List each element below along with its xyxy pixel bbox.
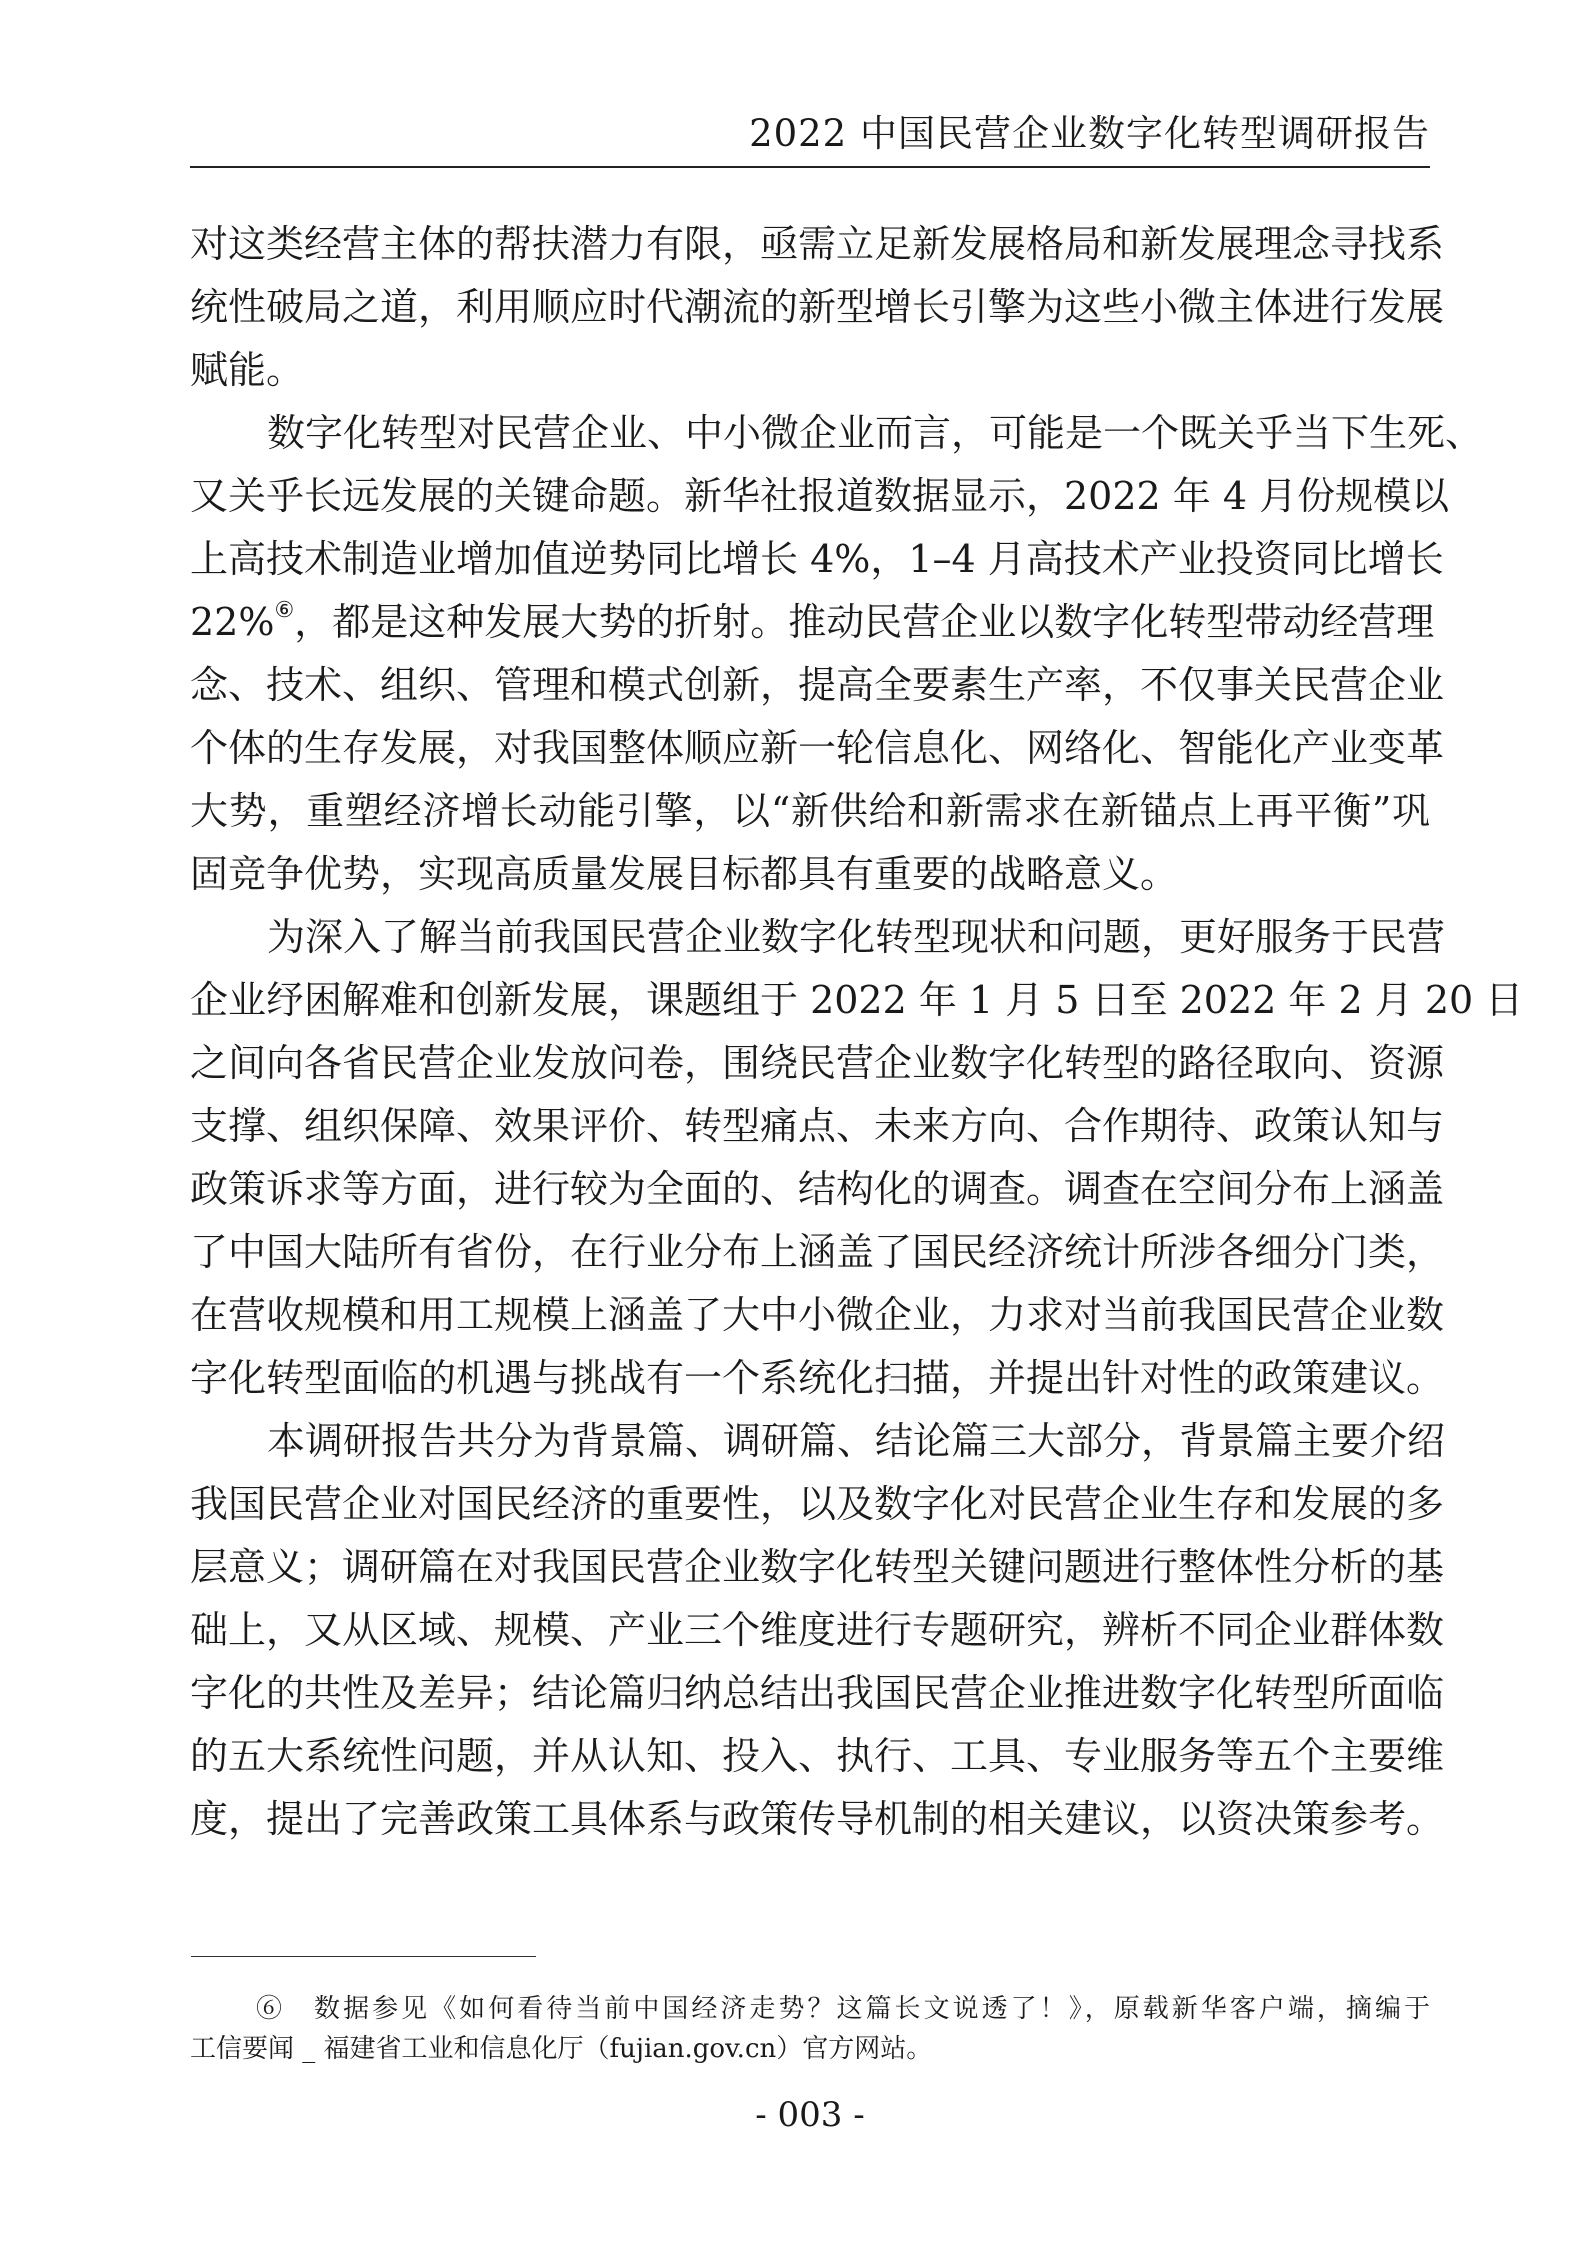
text-line: 又关乎长远发展的关键命题。新华社报道数据显示，2022 年 4 月份规模以 — [190, 474, 1450, 518]
text-line: 大势，重塑经济增长动能引擎，以“新供给和新需求在新锚点上再平衡”巩 — [190, 789, 1430, 833]
text-line: 对这类经营主体的帮扶潜力有限，亟需立足新发展格局和新发展理念寻找系 — [190, 222, 1445, 266]
footnote-line: 工信要闻 _ 福建省工业和信息化厅（fujian.gov.cn）官方网站。 — [190, 2034, 933, 2064]
text-line: 的五大系统性问题，并从认知、投入、执行、工具、专业服务等五个主要维 — [190, 1734, 1445, 1778]
text-line: 念、技术、组织、管理和模式创新，提高全要素生产率，不仅事关民营企业 — [190, 663, 1445, 707]
text-line: 上高技术制造业增加值逆势同比增长 4%，1–4 月高技术产业投资同比增长 — [190, 537, 1444, 581]
text-line: 本调研报告共分为背景篇、调研篇、结论篇三大部分，背景篇主要介绍 — [267, 1419, 1446, 1463]
text-line: 度，提出了完善政策工具体系与政策传导机制的相关建议，以资决策参考。 — [190, 1797, 1445, 1841]
text-line: 之间向各省民营企业发放问卷，围绕民营企业数字化转型的路径取向、资源 — [190, 1041, 1445, 1085]
footnote-rule — [191, 1956, 536, 1957]
text-line: 字化转型面临的机遇与挑战有一个系统化扫描，并提出针对性的政策建议。 — [190, 1356, 1445, 1400]
text-line: 赋能。 — [190, 348, 305, 392]
text-line: 了中国大陆所有省份，在行业分布上涵盖了国民经济统计所涉各细分门类， — [190, 1230, 1445, 1274]
text-line: 为深入了解当前我国民营企业数字化转型现状和问题，更好服务于民营 — [267, 915, 1446, 959]
text-span: 22% — [190, 600, 275, 644]
text-line: 固竞争优势，实现高质量发展目标都具有重要的战略意义。 — [190, 852, 1179, 896]
text-line: 础上，又从区域、规模、产业三个维度进行专题研究，辨析不同企业群体数 — [190, 1608, 1445, 1652]
text-line: 企业纾困解难和创新发展，课题组于 2022 年 1 月 5 日至 2022 年 2 月 20 日 — [190, 978, 1524, 1022]
footnote — [190, 1989, 1430, 2069]
text-line: 支撑、组织保障、效果评价、转型痛点、未来方向、合作期待、政策认知与 — [190, 1104, 1445, 1148]
text-line: 层意义；调研篇在对我国民营企业数字化转型关键问题进行整体性分析的基 — [190, 1545, 1445, 1589]
paragraph — [190, 402, 1484, 906]
text-line: 个体的生存发展，对我国整体顺应新一轮信息化、网络化、智能化产业变革 — [190, 726, 1445, 770]
paragraph — [190, 906, 1524, 1410]
footnote-line: ⑥ 数据参见《如何看待当前中国经济走势？这篇长文说透了！》，原载新华客户端，摘编于 — [256, 1994, 1430, 2024]
text-line: 字化的共性及差异；结论篇归纳总结出我国民营企业推进数字化转型所面临 — [190, 1671, 1445, 1715]
paragraph — [190, 213, 1445, 402]
text-line: 我国民营企业对国民经济的重要性，以及数字化对民营企业生存和发展的多 — [190, 1482, 1445, 1526]
text-line: 数字化转型对民营企业、中小微企业而言，可能是一个既关乎当下生死、 — [267, 411, 1484, 455]
text-line — [190, 591, 1435, 654]
paragraph — [190, 1410, 1446, 1851]
text-line: 统性破局之道，利用顺应时代潮流的新型增长引擎为这些小微主体进行发展 — [190, 285, 1445, 329]
header-rule — [190, 166, 1430, 168]
page-number: - 003 - — [755, 2095, 865, 2135]
text-span: ，都是这种发展大势的折射。推动民营企业以数字化转型带动经营理 — [294, 600, 1435, 644]
running-header: 2022 中国民营企业数字化转型调研报告 — [749, 112, 1430, 155]
body-text — [190, 213, 1524, 1851]
text-line: 在营收规模和用工规模上涵盖了大中小微企业，力求对当前我国民营企业数 — [190, 1293, 1445, 1337]
footnote-ref[interactable]: ⑥ — [274, 598, 295, 623]
text-line: 政策诉求等方面，进行较为全面的、结构化的调查。调查在空间分布上涵盖 — [190, 1167, 1445, 1211]
